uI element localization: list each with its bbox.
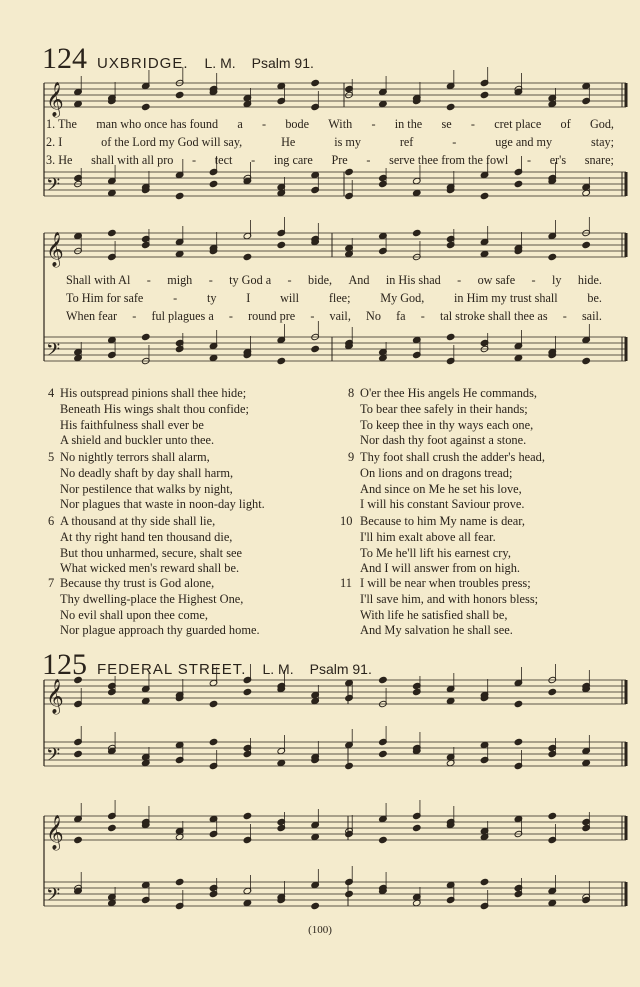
note [379, 836, 388, 843]
lyric-syllable: stay; [590, 135, 614, 149]
lyric-syllable: 3. He [46, 153, 73, 167]
lyric-syllable: ing care [273, 153, 313, 167]
note [345, 890, 354, 897]
bass-clef: 𝄢 [46, 885, 61, 910]
stanza-line: Thy foot shall crush the adder's head, [360, 450, 545, 464]
stanza-line: I will be near when troubles press; [360, 576, 531, 590]
lyric-syllable: migh [167, 273, 193, 287]
lyric-syllable: round pre [248, 309, 296, 323]
note [379, 676, 388, 683]
lyric-syllable: He [281, 135, 296, 149]
treble-clef: 𝄞 [46, 679, 64, 714]
lyric-syllable: a [237, 117, 243, 131]
note [514, 700, 523, 707]
lyric-syllable: ref [399, 135, 414, 149]
lyric-syllable: When fear [66, 309, 118, 323]
treble-clef: 𝄞 [46, 232, 64, 267]
lyric-syllable: - [132, 309, 137, 323]
lyric-syllable: 2. I [46, 135, 63, 149]
stanza-line: At thy right hand ten thousand die, [60, 529, 233, 544]
note [311, 833, 320, 840]
note [582, 896, 591, 903]
lyric-syllable: bode [285, 117, 310, 131]
bass-clef: 𝄢 [46, 745, 61, 770]
lyric-syllable: No [366, 309, 381, 323]
meter: L. M. [262, 661, 294, 677]
treble-clef: 𝄞 [46, 82, 64, 117]
lyric-syllable: - [287, 273, 292, 287]
note [108, 229, 117, 236]
note [480, 91, 489, 98]
note [582, 241, 591, 248]
lyric-line [66, 273, 602, 288]
lyric-syllable: man who once has found [96, 117, 219, 131]
hymn-125-header [42, 650, 372, 680]
note [412, 229, 421, 236]
lyric-syllable: - [192, 153, 197, 167]
note [108, 824, 117, 831]
note [175, 250, 184, 257]
lyric-syllable: My God, [380, 291, 425, 305]
lyric-syllable: be. [587, 291, 602, 305]
note [412, 824, 421, 831]
lyric-syllable: - [146, 273, 151, 287]
stanza [340, 576, 539, 639]
note [514, 738, 523, 745]
note [141, 333, 150, 340]
note [412, 189, 421, 196]
stanza-line: His outspread pinions shall thee hide; [60, 386, 247, 400]
lyric-syllable: 1. The [46, 117, 77, 131]
lyric-line [46, 135, 614, 150]
stanza-number: 11 [340, 576, 352, 590]
stanza-line: Nor plague approach thy guarded home. [60, 623, 260, 638]
lyric-line [66, 291, 602, 306]
lyric-syllable: - [457, 273, 462, 287]
note [209, 700, 218, 707]
lyric-syllable: snare; [584, 153, 614, 167]
lyric-syllable: - [526, 153, 531, 167]
lyric-syllable: cret place [494, 117, 542, 131]
stanza-line: Nor pestilence that walks by night, [60, 481, 233, 496]
stanza [348, 450, 545, 513]
note [141, 697, 150, 704]
stanza-line: But thou unharmed, secure, shalt see [60, 545, 243, 560]
stanza [348, 386, 538, 449]
lyric-syllable: - [562, 309, 567, 323]
note [209, 180, 218, 187]
stanza [48, 576, 260, 639]
lyric-syllable: Pre [331, 153, 348, 167]
lyric-syllable: of the Lord my God will say, [101, 135, 243, 149]
note [446, 697, 455, 704]
lyric-syllable: is my [334, 135, 361, 149]
bass-clef: 𝄢 [46, 175, 61, 200]
lyric-syllable: And [348, 273, 370, 287]
note [209, 354, 218, 361]
lyric-syllable: in the [394, 117, 423, 131]
lyric-syllable: With [328, 117, 353, 131]
lyric-line [46, 153, 614, 168]
stanza-number: 7 [48, 576, 55, 590]
lyric-syllable: in Him my trust shall [454, 291, 558, 305]
note [345, 168, 354, 175]
stanza-number: 9 [348, 450, 355, 464]
stanza-line: With life he satisfied shall be, [360, 607, 508, 622]
lyric-syllable: will [280, 291, 300, 305]
lyric-syllable: - [262, 117, 267, 131]
stanza-line: No deadly shaft by day shall harm, [60, 465, 234, 480]
note [277, 241, 286, 248]
bass-clef: 𝄢 [46, 340, 61, 365]
psalm-reference: Psalm 91. [309, 661, 372, 677]
note [243, 812, 252, 819]
note [582, 759, 591, 766]
stanza-number: 5 [48, 450, 55, 464]
stanza-line: His faithfulness shall ever be [60, 417, 204, 432]
note [175, 192, 184, 199]
note [277, 759, 286, 766]
stanza-number: 4 [48, 386, 55, 400]
lyric-syllable: serve thee from the fowl [389, 153, 509, 167]
stanza-line: I will his constant Saviour prove. [360, 497, 525, 512]
note [175, 91, 184, 98]
lyric-syllable: - [366, 153, 371, 167]
lyric-syllable: - [531, 273, 536, 287]
lyric-syllable: ful plagues a [151, 309, 214, 323]
stanza-line: And My salvation he shall see. [360, 623, 513, 638]
stanza-line: No nightly terrors shall alarm, [60, 450, 210, 464]
note [379, 100, 388, 107]
stanza-line: On lions and on dragons tread; [360, 465, 513, 480]
note [311, 902, 320, 909]
lyric-syllable: fa [396, 309, 406, 323]
note [548, 253, 557, 260]
lyric-syllable: of [560, 117, 571, 131]
lyric-syllable: ly [552, 273, 562, 287]
note [548, 688, 557, 695]
lyric-syllable: - [251, 153, 256, 167]
note [108, 747, 117, 754]
note [74, 750, 83, 757]
stanza [48, 386, 249, 449]
lyric-syllable: - [420, 309, 425, 323]
note [514, 354, 523, 361]
stanza-line: A shield and buckler unto thee. [60, 433, 215, 448]
lyric-syllable: Shall with Al [66, 273, 131, 287]
psalm-reference: Psalm 91. [251, 55, 314, 71]
treble-clef: 𝄞 [46, 815, 64, 850]
stanza [48, 514, 243, 577]
lyric-syllable: sail. [581, 309, 602, 323]
page-number: (100) [308, 924, 332, 936]
lyric-syllable: To Him for safe [66, 291, 144, 305]
note [243, 253, 252, 260]
tune-name: FEDERAL STREET. [97, 661, 247, 678]
stanza-line: Because to him My name is dear, [360, 514, 526, 528]
stanza-line: What wicked men's reward shall be. [60, 561, 240, 576]
note [379, 750, 388, 757]
note [209, 738, 218, 745]
lyric-syllable: I [246, 291, 251, 305]
note [514, 180, 523, 187]
note [277, 357, 286, 364]
stanza-line: I'll save him, and with honors bless; [360, 591, 539, 606]
stanza [340, 514, 526, 577]
lyric-syllable: tect [214, 153, 233, 167]
note [141, 103, 150, 110]
lyric-syllable: God, [589, 117, 614, 131]
note [243, 177, 252, 184]
lyric-syllable: ow safe [477, 273, 516, 287]
stanza-line: Beneath His wings shalt thou confide; [60, 401, 249, 416]
note [480, 192, 489, 199]
note [548, 899, 557, 906]
note [446, 333, 455, 340]
note [108, 189, 117, 196]
hymn-number: 124 [42, 42, 87, 75]
stanza-line: I'll him exalt above all fear. [360, 529, 496, 544]
stanza-line: Nor plagues that waste in noon-day light. [60, 497, 265, 512]
lyric-syllable: vail, [329, 309, 351, 323]
meter: L. M. [204, 55, 236, 71]
note [74, 836, 83, 843]
hymn-number: 125 [42, 648, 87, 681]
note [311, 79, 320, 86]
lyric-syllable: in His shad [385, 273, 441, 287]
stanza-line: No evil shall upon thee come, [60, 607, 208, 622]
stanza-line: To bear thee safely in their hands; [360, 401, 528, 416]
hymn-124-header [42, 44, 314, 74]
lyric-syllable: - [310, 309, 315, 323]
stanza-line: Thy dwelling-place the Highest One, [60, 591, 244, 606]
note [74, 887, 83, 894]
lyric-syllable: - [452, 135, 457, 149]
lyric-syllable: ty [206, 291, 217, 305]
stanza-number: 10 [340, 514, 353, 528]
lyric-syllable: hide. [577, 273, 602, 287]
stanza-line: And since on Me he set his love, [360, 481, 522, 496]
note [514, 88, 523, 95]
stanza-line: To keep thee in thy ways each one, [360, 417, 534, 432]
note [74, 100, 83, 107]
note [175, 878, 184, 885]
lyric-syllable: uge and my [495, 135, 553, 149]
stanza-line: To Me he'll lift his earnest cry, [360, 545, 511, 560]
stanza-line: And I will answer from on high. [360, 561, 521, 576]
lyric-syllable: - [173, 291, 178, 305]
note [446, 103, 455, 110]
note [311, 345, 320, 352]
lyric-syllable: - [208, 273, 213, 287]
note [345, 762, 354, 769]
note [480, 250, 489, 257]
note [582, 357, 591, 364]
lyric-syllable: flee; [328, 291, 351, 305]
lyric-syllable: shall with all pro [91, 153, 174, 167]
tune-name: UXBRIDGE. [97, 55, 189, 72]
lyric-line [46, 117, 614, 132]
note [480, 878, 489, 885]
lyric-syllable: er's [549, 153, 567, 167]
lyric-syllable: - [371, 117, 376, 131]
stanza-line: Nor dash thy foot against a stone. [360, 433, 527, 448]
stanza-number: 6 [48, 514, 55, 528]
lyric-syllable: se [441, 117, 452, 131]
stanza-line: Because thy trust is God alone, [60, 576, 215, 590]
stanza-line: O'er thee His angels He commands, [360, 386, 538, 400]
stanza-line: A thousand at thy side shall lie, [60, 514, 216, 528]
lyric-syllable: - [228, 309, 233, 323]
note [345, 830, 354, 837]
stanza [48, 450, 265, 513]
note [243, 688, 252, 695]
lyric-syllable: tal stroke shall thee as [439, 309, 548, 323]
note [243, 899, 252, 906]
note [548, 812, 557, 819]
stanza-number: 8 [348, 386, 355, 400]
lyric-syllable: bide, [308, 273, 333, 287]
lyric-syllable: ty God a [229, 273, 272, 287]
lyric-line [66, 309, 602, 324]
lyric-syllable: - [470, 117, 475, 131]
